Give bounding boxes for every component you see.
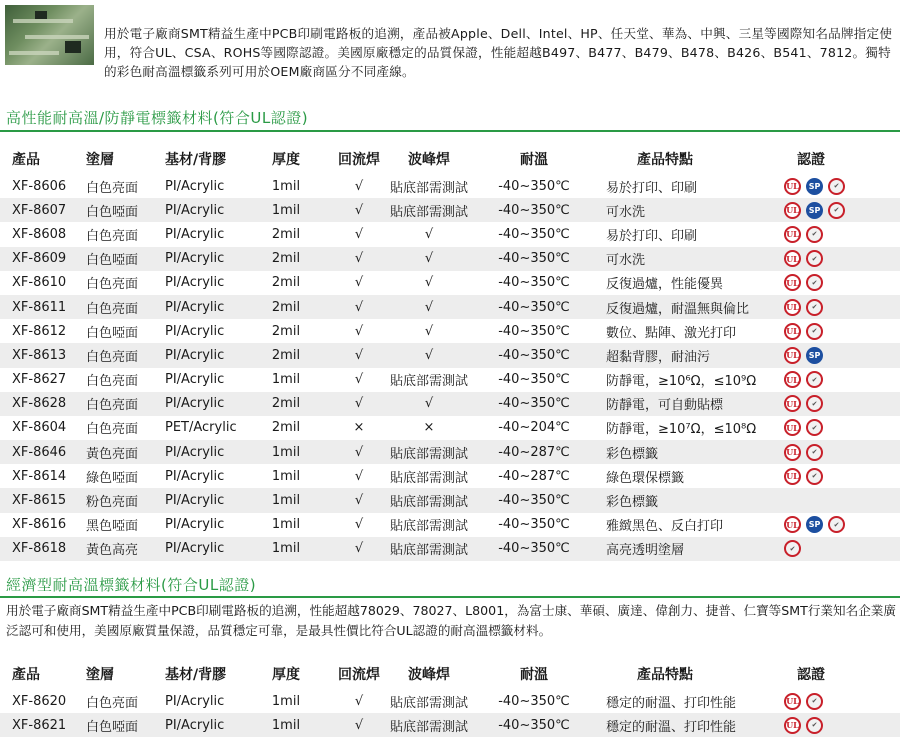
cell-temp: -40~204℃ xyxy=(498,420,570,436)
cell-features: 數位、點陣、激光打印 xyxy=(606,325,737,341)
cell-certs xyxy=(784,198,845,222)
cell-base: PI/Acrylic xyxy=(165,396,225,412)
cell-product: XF-8614 xyxy=(12,468,67,484)
cell-wave: √ xyxy=(424,347,434,363)
csa-cert-icon: SP xyxy=(806,347,823,364)
cell-temp: -40~350℃ xyxy=(498,226,570,242)
cell-product: XF-8604 xyxy=(12,420,67,436)
table-row xyxy=(0,513,900,537)
cell-product: XF-8646 xyxy=(12,444,67,460)
rohs-cert-icon: ✔ xyxy=(806,250,823,267)
cell-thickness: 1mil xyxy=(271,444,301,460)
cell-certs xyxy=(784,537,801,561)
table-header xyxy=(0,659,900,689)
cell-wave: √ xyxy=(424,275,434,291)
section2-title: 經濟型耐高溫標籤材料(符合UL認證) xyxy=(6,576,257,594)
cell-thickness: 2mil xyxy=(271,299,301,315)
header-features: 產品特點 xyxy=(637,667,693,683)
table-row xyxy=(0,198,900,222)
pcb-thumbnail xyxy=(5,5,94,65)
ul-cert-icon: UL xyxy=(784,323,801,340)
cell-wave: 貼底部需測試 xyxy=(389,495,468,511)
high-performance-table xyxy=(0,144,900,561)
header-thickness: 厚度 xyxy=(272,667,300,683)
cell-base: PI/Acrylic xyxy=(165,717,225,733)
header-thickness: 厚度 xyxy=(272,152,300,168)
cell-reflow: √ xyxy=(354,323,364,339)
cell-product: XF-8610 xyxy=(12,275,67,291)
cell-thickness: 1mil xyxy=(271,493,301,509)
section2-rule xyxy=(0,596,900,598)
cell-wave: √ xyxy=(424,323,434,339)
table-row xyxy=(0,174,900,198)
table-row xyxy=(0,295,900,319)
cell-temp: -40~287℃ xyxy=(498,444,570,460)
cell-thickness: 2mil xyxy=(271,420,301,436)
rohs-cert-icon: ✔ xyxy=(806,226,823,243)
cell-base: PI/Acrylic xyxy=(165,226,225,242)
rohs-cert-icon: ✔ xyxy=(828,202,845,219)
cell-wave: 貼底部需測試 xyxy=(389,204,468,220)
cell-certs xyxy=(784,440,823,464)
cell-temp: -40~350℃ xyxy=(498,541,570,557)
cell-wave: 貼底部需測試 xyxy=(389,470,468,486)
cell-product: XF-8613 xyxy=(12,347,67,363)
header-reflow: 回流焊 xyxy=(338,667,380,683)
cell-base: PI/Acrylic xyxy=(165,299,225,315)
table-row xyxy=(0,271,900,295)
ul-cert-icon: UL xyxy=(784,717,801,734)
cell-base: PI/Acrylic xyxy=(165,517,225,533)
cell-temp: -40~350℃ xyxy=(498,275,570,291)
cell-reflow: √ xyxy=(354,468,364,484)
table-row xyxy=(0,713,900,737)
cell-features: 防靜電，≥10⁷Ω，≤10⁸Ω xyxy=(606,422,757,438)
cell-coating: 白色亮面 xyxy=(86,301,139,317)
cell-temp: -40~350℃ xyxy=(498,517,570,533)
cell-reflow: × xyxy=(353,420,365,436)
cell-base: PI/Acrylic xyxy=(165,493,225,509)
cell-thickness: 2mil xyxy=(271,275,301,291)
table-row xyxy=(0,392,900,416)
cell-temp: -40~350℃ xyxy=(498,493,570,509)
cell-base: PET/Acrylic xyxy=(165,420,237,436)
intro-text: 用於電子廠商SMT精益生產中PCB印刷電路板的追溯，產品被Apple、Dell、Intel、HP、任天堂、華為、中興、三星等國際知名品牌指定使用，符合UL、CSA、ROHS等國際認證。美國原廠穩定的品質保證，性能超越B497、B477、B479、B478、B426、B541、7812。獨特的彩色耐高溫標籤系列可用於OEM廠商區分不同產線。 xyxy=(104,26,893,79)
cell-base: PI/Acrylic xyxy=(165,251,225,267)
cell-product: XF-8628 xyxy=(12,396,67,412)
cell-temp: -40~350℃ xyxy=(498,323,570,339)
rohs-cert-icon: ✔ xyxy=(806,395,823,412)
cell-coating: 白色啞面 xyxy=(86,253,139,269)
cell-wave: 貼底部需測試 xyxy=(389,519,468,535)
ul-cert-icon: UL xyxy=(784,299,801,316)
rohs-cert-icon: ✔ xyxy=(828,516,845,533)
cell-reflow: √ xyxy=(354,251,364,267)
cell-temp: -40~350℃ xyxy=(498,178,570,194)
rohs-cert-icon: ✔ xyxy=(806,468,823,485)
table-row xyxy=(0,488,900,512)
table-row xyxy=(0,537,900,561)
header-wave: 波峰焊 xyxy=(408,152,450,168)
cell-coating: 白色亮面 xyxy=(86,180,139,196)
economy-table xyxy=(0,659,900,737)
cell-base: PI/Acrylic xyxy=(165,323,225,339)
header-base: 基材/背膠 xyxy=(165,667,227,683)
cell-temp: -40~350℃ xyxy=(498,717,570,733)
cell-temp: -40~350℃ xyxy=(498,251,570,267)
rohs-cert-icon: ✔ xyxy=(828,178,845,195)
ul-cert-icon: UL xyxy=(784,395,801,412)
cell-certs xyxy=(784,513,845,537)
table-row xyxy=(0,368,900,392)
ul-cert-icon: UL xyxy=(784,178,801,195)
cell-thickness: 1mil xyxy=(271,517,301,533)
section2-description: 用於電子廠商SMT精益生產中PCB印刷電路板的追溯，性能超越78029、78027、L8001，為富士康、華碩、廣達、偉創力、捷普、仁寶等SMT行業知名企業廣泛認可和使用，美國原廠質量保證，品質穩定可靠，是最具性價比符合UL認證的耐高溫標籤材料。 xyxy=(6,603,896,638)
cell-thickness: 1mil xyxy=(271,717,301,733)
cell-temp: -40~350℃ xyxy=(498,299,570,315)
table-row xyxy=(0,247,900,271)
cell-features: 穩定的耐溫、打印性能 xyxy=(606,719,737,735)
cell-product: XF-8607 xyxy=(12,202,67,218)
cell-reflow: √ xyxy=(354,517,364,533)
ul-cert-icon: UL xyxy=(784,444,801,461)
table-row xyxy=(0,222,900,246)
rohs-cert-icon: ✔ xyxy=(806,419,823,436)
cell-thickness: 2mil xyxy=(271,396,301,412)
header-coating: 塗層 xyxy=(86,667,114,683)
cell-temp: -40~350℃ xyxy=(498,347,570,363)
cell-reflow: √ xyxy=(354,372,364,388)
cell-thickness: 2mil xyxy=(271,347,301,363)
header-product: 產品 xyxy=(12,667,40,683)
header-temp: 耐溫 xyxy=(520,667,548,683)
cell-reflow: √ xyxy=(354,226,364,242)
cell-certs xyxy=(784,464,823,488)
cell-certs xyxy=(784,247,823,271)
cell-product: XF-8606 xyxy=(12,178,67,194)
csa-cert-icon: SP xyxy=(806,516,823,533)
cell-coating: 白色亮面 xyxy=(86,695,139,711)
cell-temp: -40~350℃ xyxy=(498,396,570,412)
cell-wave: 貼底部需測試 xyxy=(389,719,468,735)
cell-certs xyxy=(784,222,823,246)
cell-base: PI/Acrylic xyxy=(165,347,225,363)
header-base: 基材/背膠 xyxy=(165,152,227,168)
cell-reflow: √ xyxy=(354,717,364,733)
cell-product: XF-8618 xyxy=(12,541,67,557)
cell-thickness: 2mil xyxy=(271,226,301,242)
cell-features: 反復過爐，耐溫無與倫比 xyxy=(606,301,750,317)
rohs-cert-icon: ✔ xyxy=(806,299,823,316)
rohs-cert-icon: ✔ xyxy=(806,717,823,734)
cell-wave: 貼底部需測試 xyxy=(389,695,468,711)
rohs-cert-icon: ✔ xyxy=(806,693,823,710)
cell-features: 雅緻黑色、反白打印 xyxy=(606,519,724,535)
cell-thickness: 1mil xyxy=(271,541,301,557)
cell-coating: 白色亮面 xyxy=(86,422,139,438)
cell-product: XF-8616 xyxy=(12,517,67,533)
section1-title: 高性能耐高溫/防靜電標籤材料(符合UL認證) xyxy=(6,109,309,127)
cell-features: 防靜電，≥10⁶Ω，≤10⁹Ω xyxy=(606,374,757,390)
header-temp: 耐溫 xyxy=(520,152,548,168)
cell-thickness: 1mil xyxy=(271,468,301,484)
cell-reflow: √ xyxy=(354,299,364,315)
cell-certs xyxy=(784,343,823,367)
cell-base: PI/Acrylic xyxy=(165,178,225,194)
cell-coating: 粉色亮面 xyxy=(86,495,139,511)
cell-reflow: √ xyxy=(354,275,364,291)
cell-wave: √ xyxy=(424,396,434,412)
cell-product: XF-8620 xyxy=(12,693,67,709)
cell-product: XF-8615 xyxy=(12,493,67,509)
table-row xyxy=(0,343,900,367)
cell-wave: 貼底部需測試 xyxy=(389,180,468,196)
ul-cert-icon: UL xyxy=(784,202,801,219)
ul-cert-icon: UL xyxy=(784,371,801,388)
rohs-cert-icon: ✔ xyxy=(806,323,823,340)
cell-features: 彩色標籤 xyxy=(606,446,659,462)
csa-cert-icon: SP xyxy=(806,202,823,219)
cell-base: PI/Acrylic xyxy=(165,468,225,484)
cell-features: 可水洗 xyxy=(606,204,646,220)
cell-wave: √ xyxy=(424,299,434,315)
header-cert: 認證 xyxy=(797,667,825,683)
cell-base: PI/Acrylic xyxy=(165,202,225,218)
cell-base: PI/Acrylic xyxy=(165,275,225,291)
intro-block xyxy=(0,0,900,100)
cell-coating: 白色啞面 xyxy=(86,204,139,220)
table-row xyxy=(0,319,900,343)
cell-reflow: √ xyxy=(354,541,364,557)
ul-cert-icon: UL xyxy=(784,274,801,291)
cell-certs xyxy=(784,174,845,198)
cell-features: 防靜電，可自動貼標 xyxy=(606,398,724,414)
cell-reflow: √ xyxy=(354,202,364,218)
cell-thickness: 1mil xyxy=(271,372,301,388)
cell-certs xyxy=(784,689,823,713)
ul-cert-icon: UL xyxy=(784,693,801,710)
cell-product: XF-8612 xyxy=(12,323,67,339)
cell-features: 彩色標籤 xyxy=(606,495,659,511)
section1-rule xyxy=(0,130,900,132)
cell-base: PI/Acrylic xyxy=(165,372,225,388)
cell-certs xyxy=(784,271,823,295)
cell-reflow: √ xyxy=(354,396,364,412)
cell-product: XF-8627 xyxy=(12,372,67,388)
ul-cert-icon: UL xyxy=(784,516,801,533)
cell-certs xyxy=(784,416,823,440)
rohs-cert-icon: ✔ xyxy=(806,444,823,461)
cell-coating: 白色亮面 xyxy=(86,349,139,365)
cell-certs xyxy=(784,713,823,737)
cell-thickness: 1mil xyxy=(271,178,301,194)
cell-coating: 黃色高亮 xyxy=(86,543,139,559)
cell-reflow: √ xyxy=(354,347,364,363)
ul-cert-icon: UL xyxy=(784,419,801,436)
cell-coating: 黑色啞面 xyxy=(86,519,139,535)
ul-cert-icon: UL xyxy=(784,347,801,364)
cell-thickness: 1mil xyxy=(271,693,301,709)
cell-thickness: 1mil xyxy=(271,202,301,218)
cell-base: PI/Acrylic xyxy=(165,444,225,460)
cell-product: XF-8621 xyxy=(12,717,67,733)
header-coating: 塗層 xyxy=(86,152,114,168)
header-features: 產品特點 xyxy=(637,152,693,168)
cell-temp: -40~350℃ xyxy=(498,372,570,388)
cell-product: XF-8608 xyxy=(12,226,67,242)
cell-coating: 白色亮面 xyxy=(86,228,139,244)
cell-wave: 貼底部需測試 xyxy=(389,446,468,462)
table-row xyxy=(0,689,900,713)
table-row xyxy=(0,464,900,488)
cell-thickness: 2mil xyxy=(271,251,301,267)
cell-wave: √ xyxy=(424,226,434,242)
cell-coating: 白色啞面 xyxy=(86,325,139,341)
cell-coating: 黃色亮面 xyxy=(86,446,139,462)
cell-features: 反復過爐，性能優異 xyxy=(606,277,724,293)
cell-reflow: √ xyxy=(354,693,364,709)
cell-wave: √ xyxy=(424,251,434,267)
cell-thickness: 2mil xyxy=(271,323,301,339)
cell-features: 易於打印、印刷 xyxy=(606,180,698,196)
rohs-cert-icon: ✔ xyxy=(806,371,823,388)
rohs-cert-icon: ✔ xyxy=(784,540,801,557)
cell-coating: 白色亮面 xyxy=(86,277,139,293)
ul-cert-icon: UL xyxy=(784,226,801,243)
cell-wave: × xyxy=(423,420,435,436)
cell-product: XF-8609 xyxy=(12,251,67,267)
cell-coating: 白色亮面 xyxy=(86,374,139,390)
cell-features: 穩定的耐溫、打印性能 xyxy=(606,695,737,711)
csa-cert-icon: SP xyxy=(806,178,823,195)
cell-features: 超黏背膠，耐油污 xyxy=(606,349,711,365)
cell-wave: 貼底部需測試 xyxy=(389,374,468,390)
ul-cert-icon: UL xyxy=(784,250,801,267)
header-product: 產品 xyxy=(12,152,40,168)
table-row xyxy=(0,440,900,464)
cell-certs xyxy=(784,392,823,416)
cell-features: 可水洗 xyxy=(606,253,646,269)
cell-coating: 白色亮面 xyxy=(86,398,139,414)
cell-reflow: √ xyxy=(354,493,364,509)
cell-temp: -40~350℃ xyxy=(498,202,570,218)
cell-certs xyxy=(784,319,823,343)
cell-features: 高亮透明塗層 xyxy=(606,543,685,559)
ul-cert-icon: UL xyxy=(784,468,801,485)
header-wave: 波峰焊 xyxy=(408,667,450,683)
cell-temp: -40~287℃ xyxy=(498,468,570,484)
cell-product: XF-8611 xyxy=(12,299,67,315)
rohs-cert-icon: ✔ xyxy=(806,274,823,291)
cell-base: PI/Acrylic xyxy=(165,693,225,709)
cell-coating: 綠色啞面 xyxy=(86,470,139,486)
table-row xyxy=(0,416,900,440)
table-header xyxy=(0,144,900,174)
cell-certs xyxy=(784,295,823,319)
cell-certs xyxy=(784,368,823,392)
cell-temp: -40~350℃ xyxy=(498,693,570,709)
cell-wave: 貼底部需測試 xyxy=(389,543,468,559)
header-cert: 認證 xyxy=(797,152,825,168)
cell-reflow: √ xyxy=(354,444,364,460)
cell-features: 易於打印、印刷 xyxy=(606,228,698,244)
cell-base: PI/Acrylic xyxy=(165,541,225,557)
header-reflow: 回流焊 xyxy=(338,152,380,168)
cell-features: 綠色環保標籤 xyxy=(606,470,685,486)
cell-reflow: √ xyxy=(354,178,364,194)
cell-coating: 白色啞面 xyxy=(86,719,139,735)
